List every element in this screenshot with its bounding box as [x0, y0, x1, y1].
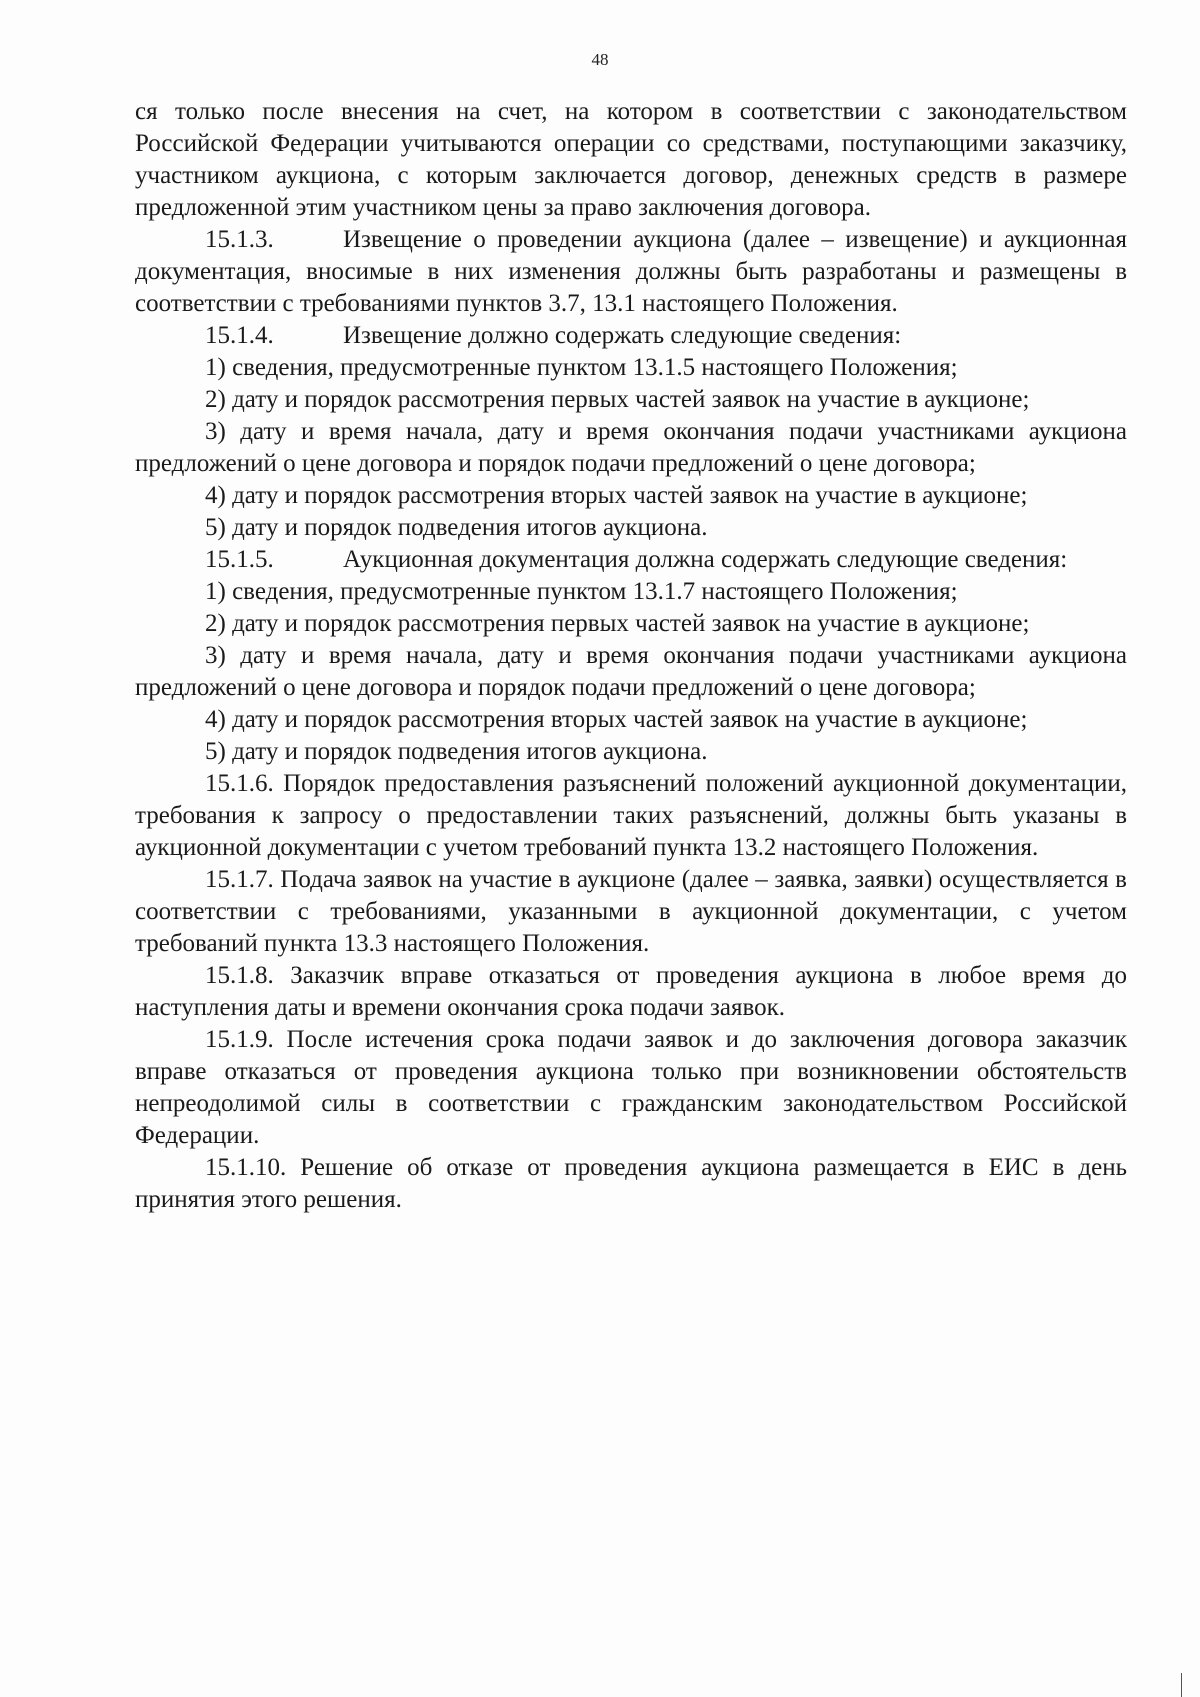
clause-number: 15.1.5. — [205, 546, 274, 573]
scan-edge-line — [1181, 1673, 1182, 1697]
list-item: 2) дату и порядок рассмотрения первых частей заявок на участие в аукционе; — [205, 610, 1030, 637]
list-item: 3) дату и время начала, дату и время окончания подачи участниками аукциона предложений о цене договора и порядок подачи предложений о цене договора; — [135, 418, 1127, 477]
list-item: 1) сведения, предусмотренные пунктом 13.1.5 настоящего Положения; — [205, 354, 958, 381]
clause-number: 15.1.3. — [205, 226, 274, 253]
clause-text: Извещение о проведении аукциона (далее – извещение) и аукционная документация, вносимые в них изменения должны быть разработаны и размещены в соответствии с требованиями пунктов 3.7, 13.1 настоящего Положения. — [135, 226, 1127, 317]
list-item: 2) дату и порядок рассмотрения первых частей заявок на участие в аукционе; — [205, 386, 1030, 413]
document-body — [135, 96, 1127, 1216]
clause-15-1-4 — [135, 320, 1127, 352]
list-item: 1) сведения, предусмотренные пунктом 13.1.7 настоящего Положения; — [205, 578, 958, 605]
clause-15-1-3 — [135, 224, 1127, 320]
list-item: 5) дату и порядок подведения итогов аукциона. — [205, 514, 708, 541]
clause-text: Аукционная документация должна содержать следующие сведения: — [343, 546, 1068, 573]
clause-15-1-5 — [135, 544, 1127, 576]
clause-15-1-9: 15.1.9. После истечения срока подачи заявок и до заключения договора заказчик вправе отказаться от проведения аукциона только при возникновении обстоятельств непреодолимой силы в соответствии с гражданским законодательством Российской Федерации. — [135, 1026, 1127, 1149]
clause-15-1-8: 15.1.8. Заказчик вправе отказаться от проведения аукциона в любое время до наступления даты и времени окончания срока подачи заявок. — [135, 962, 1127, 1021]
list-item: 5) дату и порядок подведения итогов аукциона. — [205, 738, 708, 765]
clause-15-1-10: 15.1.10. Решение об отказе от проведения аукциона размещается в ЕИС в день принятия этого решения. — [135, 1154, 1127, 1213]
page-number: 48 — [591, 50, 609, 69]
clause-15-1-7: 15.1.7. Подача заявок на участие в аукционе (далее – заявка, заявки) осуществляется в соответствии с требованиями, указанными в аукционной документации, с учетом требований пункта 13.3 настоящего Положения. — [135, 866, 1127, 957]
list-item: 3) дату и время начала, дату и время окончания подачи участниками аукциона предложений о цене договора и порядок подачи предложений о цене договора; — [135, 642, 1127, 701]
clause-15-1-6: 15.1.6. Порядок предоставления разъяснений положений аукционной документации, требования к запросу о предоставлении таких разъяснений, должны быть указаны в аукционной документации с учетом требований пункта 13.2 настоящего Положения. — [135, 770, 1127, 861]
list-item: 4) дату и порядок рассмотрения вторых частей заявок на участие в аукционе; — [205, 706, 1028, 733]
paragraph-continuation: ся только после внесения на счет, на котором в соответствии с законодательством Российской Федерации учитываются операции со средствами, поступающими заказчику, участником аукциона, с которым заключается договор, денежных средств в размере предложенной этим участником цены за право заключения договора. — [135, 98, 1127, 221]
clause-number: 15.1.4. — [205, 322, 274, 349]
list-item: 4) дату и порядок рассмотрения вторых частей заявок на участие в аукционе; — [205, 482, 1028, 509]
clause-text: Извещение должно содержать следующие сведения: — [343, 322, 902, 349]
